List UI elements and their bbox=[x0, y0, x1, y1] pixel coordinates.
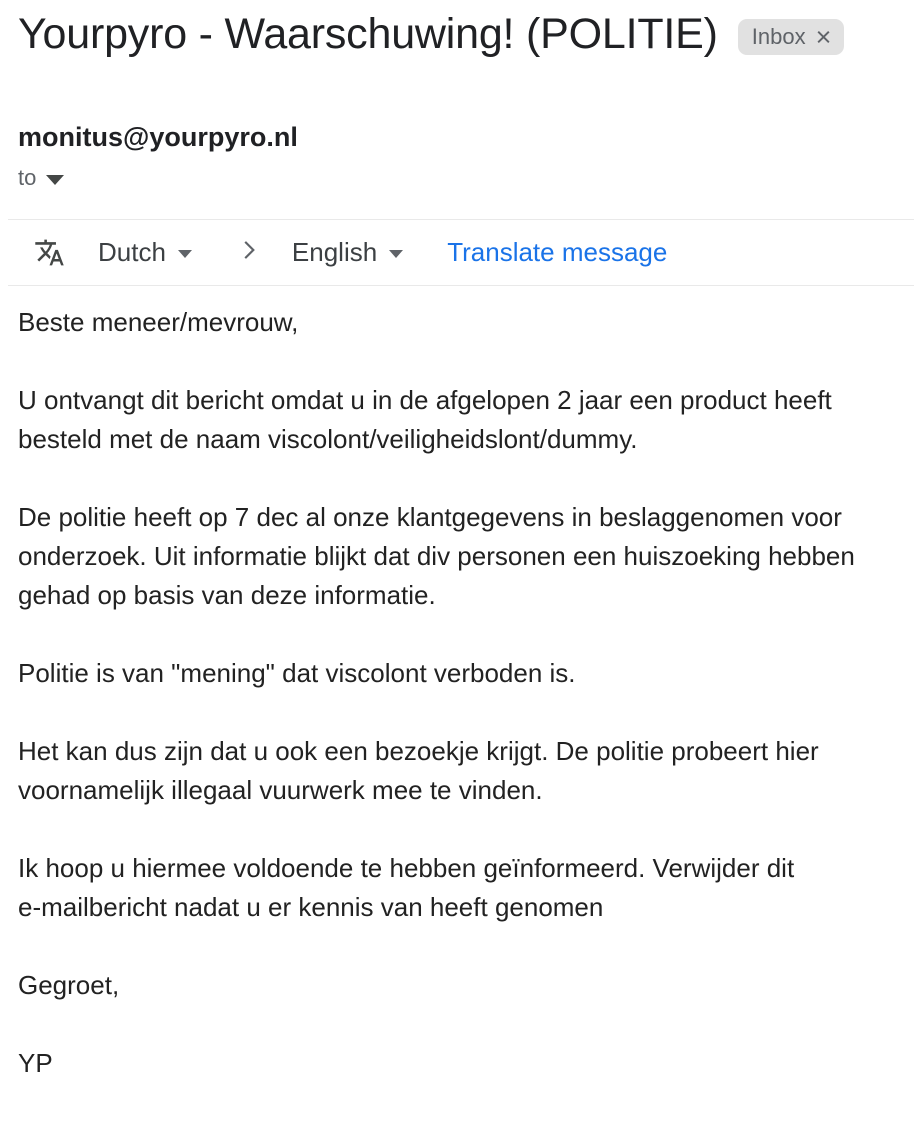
email-view bbox=[0, 8, 914, 1083]
body-paragraph bbox=[18, 303, 896, 342]
body-line: Beste meneer/mevrouw, bbox=[18, 307, 299, 337]
body-line: onderzoek. Uit informatie blijkt dat div personen een huiszoeking hebben bbox=[18, 541, 855, 571]
body-paragraph bbox=[18, 732, 896, 810]
body-paragraph bbox=[18, 966, 896, 1005]
body-line: Het kan dus zijn dat u ook een bezoekje krijgt. De politie probeert hier bbox=[18, 736, 819, 766]
body-line: gehad op basis van deze informatie. bbox=[18, 580, 436, 610]
body-line: Gegroet, bbox=[18, 970, 120, 1000]
body-paragraph bbox=[18, 498, 896, 615]
chevron-down-icon bbox=[46, 175, 64, 185]
body-line: voornamelijk illegaal vuurwerk mee te vinden. bbox=[18, 775, 543, 805]
inbox-label-chip[interactable] bbox=[738, 19, 845, 55]
recipient-details-toggle[interactable] bbox=[18, 164, 64, 192]
email-subject: Yourpyro - Waarschuwing! (POLITIE) bbox=[18, 10, 718, 58]
body-line: e-mailbericht nadat u er kennis van heeft genomen bbox=[18, 892, 604, 922]
chevron-down-icon bbox=[178, 250, 192, 258]
translate-message-link[interactable]: Translate message bbox=[447, 237, 668, 267]
body-paragraph bbox=[18, 849, 896, 927]
body-paragraph bbox=[18, 654, 896, 693]
body-line: Politie is van "mening" dat viscolont verboden is. bbox=[18, 658, 576, 688]
email-body bbox=[18, 286, 896, 1083]
inbox-label-text: Inbox bbox=[751, 24, 806, 49]
body-line: YP bbox=[18, 1048, 53, 1078]
to-label: to bbox=[18, 165, 37, 190]
sender-email[interactable]: monitus@yourpyro.nl bbox=[18, 122, 298, 152]
target-language-label: English bbox=[291, 237, 378, 267]
body-line: U ontvangt dit bericht omdat u in de afgelopen 2 jaar een product heeft bbox=[18, 385, 832, 415]
target-language-select[interactable] bbox=[292, 236, 403, 269]
subject-row bbox=[18, 8, 896, 60]
source-language-select[interactable] bbox=[98, 236, 192, 269]
body-line: besteld met de naam viscolont/veiligheidslont/dummy. bbox=[18, 424, 638, 454]
translate-bar bbox=[8, 219, 914, 286]
remove-label-icon[interactable]: × bbox=[815, 22, 832, 52]
body-line: Ik hoop u hiermee voldoende te hebben geïnformeerd. Verwijder dit bbox=[18, 853, 795, 883]
chevron-down-icon bbox=[389, 250, 403, 258]
arrow-right-icon bbox=[236, 237, 262, 268]
source-language-label: Dutch bbox=[98, 237, 166, 267]
body-line: De politie heeft op 7 dec al onze klantgegevens in beslaggenomen voor bbox=[18, 502, 842, 532]
body-paragraph bbox=[18, 381, 896, 459]
translate-icon bbox=[34, 237, 65, 268]
body-paragraph bbox=[18, 1044, 896, 1083]
